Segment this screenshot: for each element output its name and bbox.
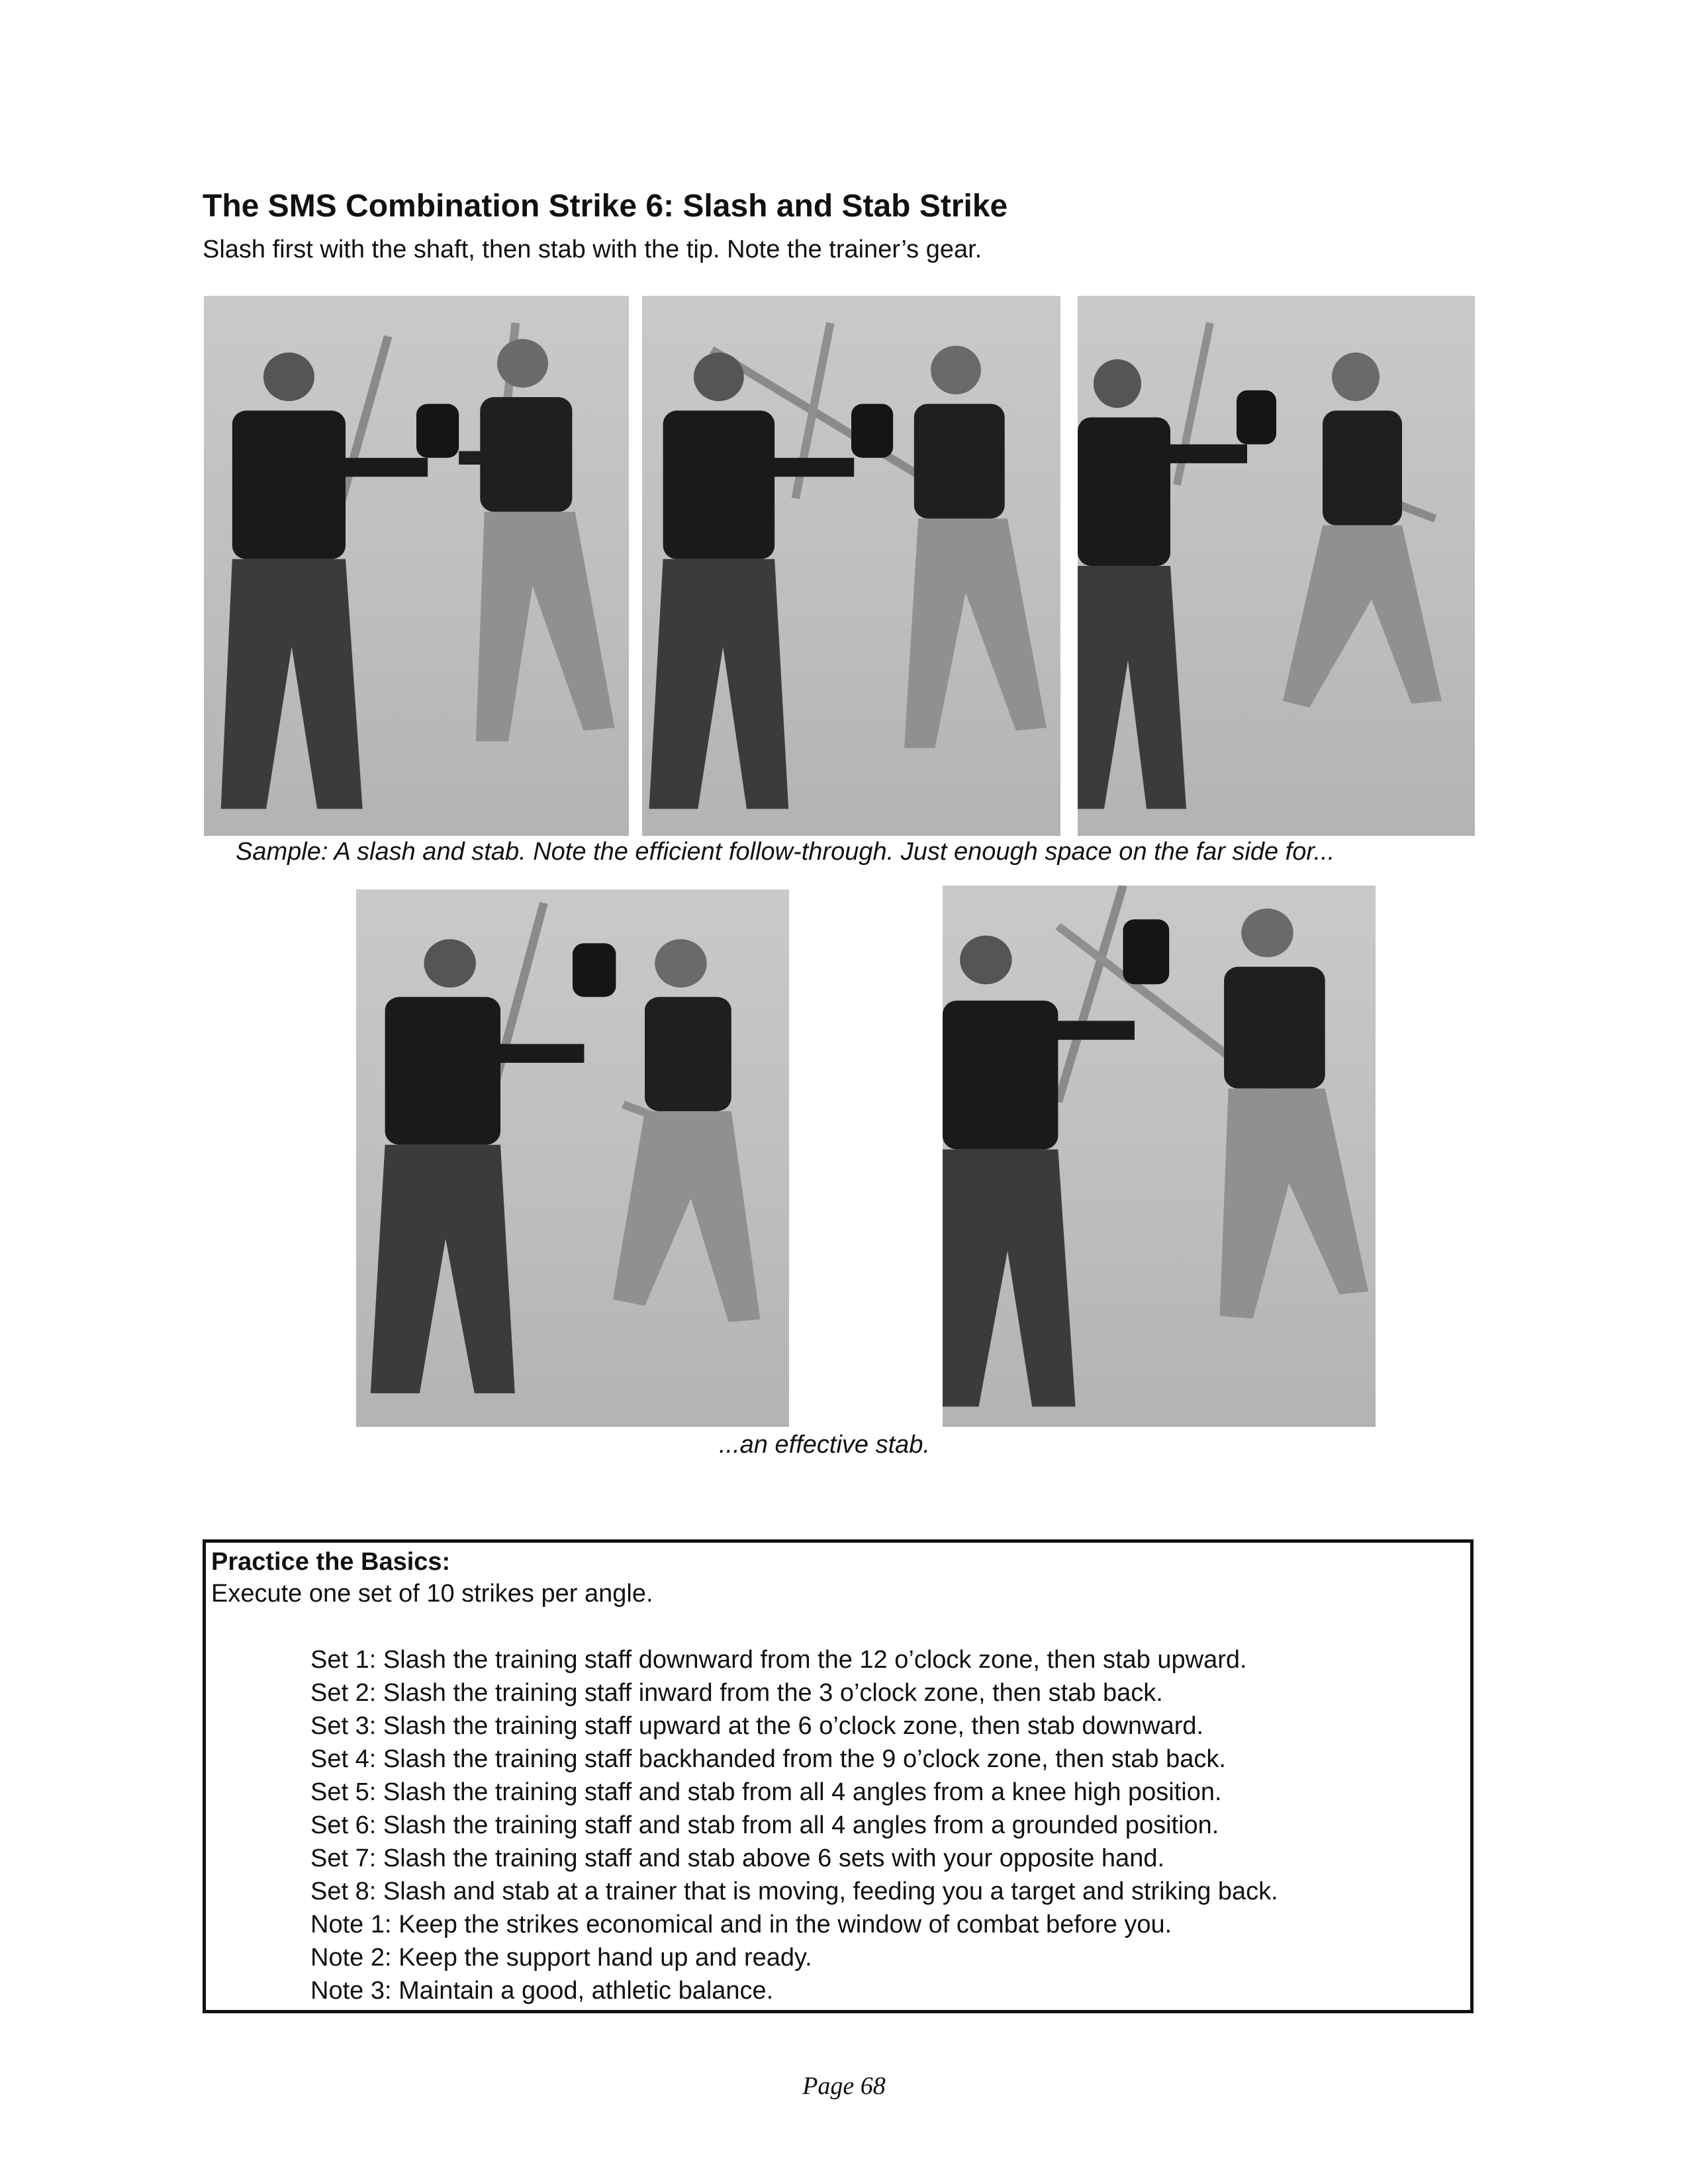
page-title: The SMS Combination Strike 6: Slash and Stab Strike: [203, 189, 1008, 224]
photo-slash-2: [642, 296, 1060, 836]
caption-bottom: ...an effective stab.: [719, 1431, 930, 1459]
sparring-figures-illustration: [642, 296, 1060, 836]
practice-intro: Execute one set of 10 strikes per angle.: [211, 1580, 653, 1608]
list-item: Set 1: Slash the training staff downward from the 12 o’clock zone, then stab upward.: [310, 1646, 1247, 1674]
list-item: Set 5: Slash the training staff and stab from all 4 angles from a knee high position.: [310, 1778, 1222, 1806]
practice-list: [310, 1643, 1278, 2007]
caption-top: Sample: A slash and stab. Note the efficient follow-through. Just enough space on the far side for...: [236, 838, 1335, 866]
page-number: Page 68: [802, 2072, 886, 2100]
list-item: Note 2: Keep the support hand up and ready.: [310, 1944, 812, 1972]
list-item: Set 8: Slash and stab at a trainer that is moving, feeding you a target and striking back.: [310, 1878, 1278, 1905]
practice-box: [203, 1539, 1474, 2013]
list-item: Note 1: Keep the strikes economical and in the window of combat before you.: [310, 1911, 1172, 1938]
list-item: Set 7: Slash the training staff and stab above 6 sets with your opposite hand.: [310, 1844, 1165, 1872]
list-item: Set 3: Slash the training staff upward at the 6 o’clock zone, then stab downward.: [310, 1712, 1204, 1740]
photo-slash-3: [1078, 296, 1475, 836]
list-item: Note 3: Maintain a good, athletic balance.: [310, 1977, 774, 2005]
sparring-figures-illustration: [204, 296, 629, 836]
page-subtitle: Slash first with the shaft, then stab with the tip. Note the trainer’s gear.: [203, 236, 982, 263]
photo-stab-1: [356, 889, 789, 1427]
list-item: Set 2: Slash the training staff inward from the 3 o’clock zone, then stab back.: [310, 1679, 1163, 1707]
sparring-figures-illustration: [356, 889, 789, 1427]
practice-title: Practice the Basics:: [211, 1548, 451, 1576]
sparring-figures-illustration: [1078, 296, 1475, 836]
sparring-figures-illustration: [943, 886, 1376, 1427]
list-item: Set 6: Slash the training staff and stab from all 4 angles from a grounded position.: [310, 1811, 1219, 1839]
list-item: Set 4: Slash the training staff backhanded from the 9 o’clock zone, then stab back.: [310, 1745, 1226, 1773]
photo-stab-2: [943, 886, 1376, 1427]
photo-slash-1: [204, 296, 629, 836]
